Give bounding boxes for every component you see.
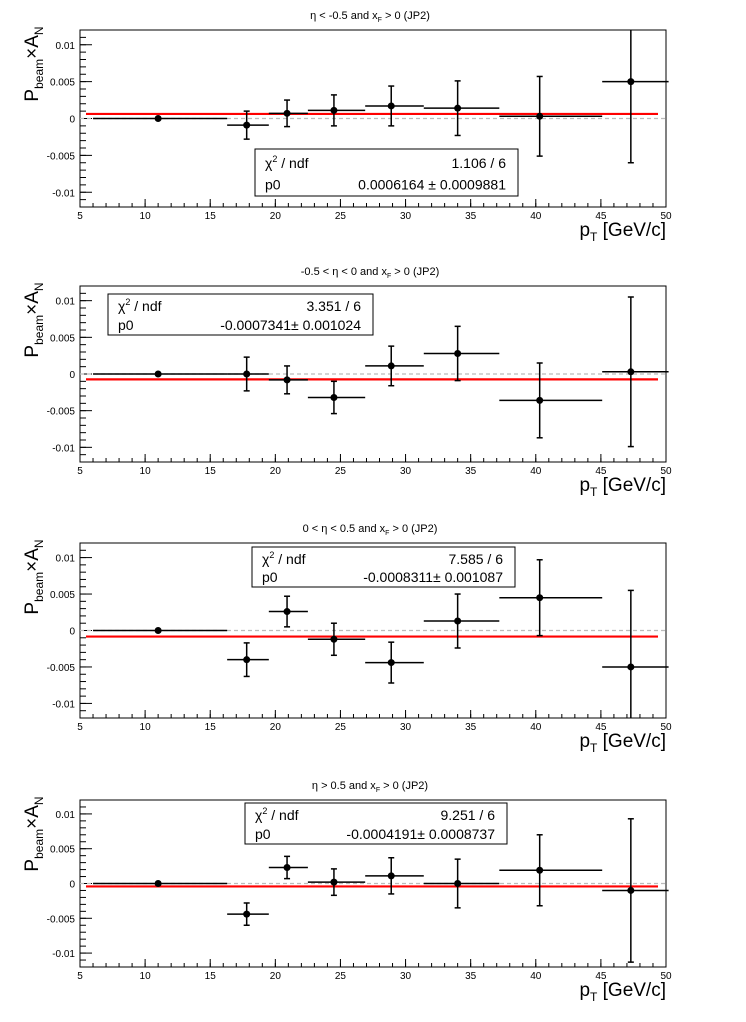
data-marker <box>284 608 291 615</box>
data-marker <box>330 107 337 114</box>
stats-chi2-value: 3.351 / 6 <box>306 298 361 315</box>
stats-p0-value: 0.0006164 ± 0.0009881 <box>358 176 506 193</box>
x-tick-label: 25 <box>334 211 347 222</box>
x-tick-label: 50 <box>660 211 672 222</box>
data-point <box>308 623 365 655</box>
x-tick-label: 20 <box>269 466 281 477</box>
y-tick-label: -0.01 <box>52 443 75 455</box>
x-label-unit: [GeV/c] <box>597 980 666 1001</box>
chart-title-subscript: F <box>386 273 392 280</box>
x-label-p: p <box>579 475 591 496</box>
y-axis-label <box>22 796 46 871</box>
data-point <box>424 859 500 908</box>
data-marker <box>284 864 291 871</box>
x-label-sub-t: T <box>590 485 598 499</box>
x-tick-label: 50 <box>660 971 672 982</box>
x-tick-label: 35 <box>465 971 477 982</box>
y-tick-label: 0 <box>69 879 75 891</box>
chart-title-rest: > 0 (JP2) <box>381 10 430 22</box>
chart-title-rest: > 0 (JP2) <box>380 780 429 792</box>
data-point <box>93 371 227 378</box>
stats-p0-label: p0 <box>265 176 281 193</box>
y-tick-label: -0.005 <box>46 406 75 418</box>
x-tick-label: 20 <box>269 722 281 733</box>
data-marker <box>155 115 162 122</box>
y-tick-label: 0.005 <box>49 77 75 89</box>
data-point <box>269 596 308 627</box>
y-axis-label <box>22 282 46 357</box>
y-tick-label: 0.01 <box>55 553 75 565</box>
y-tick-label: 0 <box>69 370 75 381</box>
x-tick-label: 20 <box>269 211 281 222</box>
data-point <box>499 76 602 156</box>
y-label-times-a: ×A <box>22 548 43 572</box>
x-tick-label: 45 <box>595 722 607 733</box>
stats-chi2-label <box>255 806 299 823</box>
chart-title <box>301 266 440 280</box>
x-tick-label: 15 <box>204 466 216 477</box>
data-marker <box>155 627 162 634</box>
x-axis-label <box>579 475 666 499</box>
chart-title-main: η < -0.5 and x <box>310 10 378 22</box>
y-tick-label: -0.01 <box>52 188 75 200</box>
y-tick-label: -0.01 <box>52 949 75 961</box>
chart-title-subscript: F <box>375 787 381 794</box>
x-axis-label <box>579 731 666 755</box>
chi2-superscript: 2 <box>269 549 275 560</box>
x-tick-label: 35 <box>465 722 477 733</box>
data-marker <box>330 636 337 643</box>
chi2-superscript: 2 <box>125 297 131 308</box>
chi2-superscript: 2 <box>272 154 278 165</box>
chi2-symbol: χ <box>255 807 263 824</box>
x-tick-label: 5 <box>77 722 83 733</box>
x-tick-label: 5 <box>77 466 83 477</box>
chart-panel-3 <box>22 523 672 755</box>
data-marker <box>627 78 634 85</box>
y-axis-label <box>22 539 46 614</box>
x-tick-label: 5 <box>77 211 83 222</box>
data-marker <box>388 659 395 666</box>
stats-p0-label: p0 <box>255 825 271 842</box>
x-label-unit: [GeV/c] <box>597 220 666 241</box>
y-tick-label: 0.005 <box>49 590 75 602</box>
data-point <box>602 590 668 718</box>
x-tick-label: 40 <box>530 211 542 222</box>
stats-p0-label: p0 <box>262 569 278 586</box>
chi2-symbol: χ <box>118 298 126 315</box>
x-tick-label: 25 <box>334 971 347 982</box>
x-tick-label: 45 <box>595 971 607 982</box>
data-point <box>308 381 365 413</box>
data-point <box>227 357 269 391</box>
x-tick-label: 50 <box>660 466 672 477</box>
data-point <box>93 115 227 122</box>
x-tick-label: 45 <box>595 466 607 477</box>
data-point <box>602 30 668 163</box>
data-marker <box>627 368 634 375</box>
x-tick-label: 25 <box>334 722 347 733</box>
x-tick-label: 10 <box>139 722 151 733</box>
ndf-label: / ndf <box>267 807 299 824</box>
x-tick-label: 35 <box>465 211 477 222</box>
y-label-times-a: ×A <box>22 35 43 59</box>
data-marker <box>284 376 291 383</box>
chart-title-main: η > 0.5 and x <box>311 780 376 792</box>
data-marker <box>243 371 250 378</box>
stats-chi2-value: 1.106 / 6 <box>451 155 506 172</box>
data-marker <box>155 371 162 378</box>
data-point <box>365 858 424 894</box>
chart-panel-4 <box>22 780 672 1004</box>
x-tick-label: 10 <box>139 971 151 982</box>
stats-chi2-label <box>262 550 306 567</box>
stats-p0-value: -0.0004191± 0.0008737 <box>346 825 495 842</box>
y-label-sub-n: N <box>32 282 46 292</box>
stats-p0-value: -0.0008311± 0.001087 <box>363 569 503 586</box>
y-tick-label: 0 <box>69 114 75 126</box>
data-marker <box>155 880 162 887</box>
data-marker <box>536 113 543 120</box>
data-point <box>602 819 668 962</box>
y-label-sub-n: N <box>32 26 46 36</box>
x-label-p: p <box>579 220 591 241</box>
data-point <box>269 366 308 394</box>
y-tick-label: 0.01 <box>55 40 75 52</box>
data-marker <box>536 594 543 601</box>
y-label-sub-n: N <box>32 539 46 549</box>
data-point <box>424 81 500 136</box>
x-tick-label: 45 <box>595 211 607 222</box>
data-point <box>308 95 365 126</box>
data-marker <box>243 911 250 918</box>
data-marker <box>454 618 461 625</box>
chi2-symbol: χ <box>262 550 270 567</box>
chart-title-main: -0.5 < η < 0 and x <box>300 266 387 278</box>
data-marker <box>284 110 291 117</box>
data-marker <box>243 656 250 663</box>
data-marker <box>454 350 461 357</box>
data-point <box>269 100 308 127</box>
data-point <box>227 903 269 925</box>
x-tick-label: 35 <box>465 466 477 477</box>
x-label-sub-t: T <box>590 230 598 244</box>
stats-p0-label: p0 <box>118 316 134 333</box>
x-tick-label: 15 <box>204 211 216 222</box>
y-label-times-a: ×A <box>22 291 43 315</box>
y-tick-label: -0.005 <box>46 151 75 163</box>
y-tick-label: -0.01 <box>52 699 75 711</box>
data-point <box>499 835 602 906</box>
data-point <box>269 856 308 878</box>
y-label-p: P <box>22 344 43 358</box>
chi2-superscript: 2 <box>262 806 268 817</box>
data-point <box>602 297 668 447</box>
x-tick-label: 40 <box>530 466 542 477</box>
x-label-unit: [GeV/c] <box>597 475 666 496</box>
x-tick-label: 30 <box>399 211 412 222</box>
y-tick-label: -0.005 <box>46 662 75 674</box>
x-tick-label: 40 <box>530 971 542 982</box>
x-label-sub-t: T <box>590 741 598 755</box>
stats-chi2-label <box>118 297 162 314</box>
y-tick-label: 0.005 <box>49 844 75 856</box>
data-marker <box>243 122 250 129</box>
x-tick-label: 50 <box>660 722 672 733</box>
y-label-times-a: ×A <box>22 805 43 829</box>
data-point <box>308 869 365 895</box>
data-marker <box>454 880 461 887</box>
data-point <box>227 643 269 677</box>
x-tick-label: 10 <box>139 466 151 477</box>
data-point <box>424 326 500 380</box>
y-tick-label: 0.01 <box>55 296 75 308</box>
y-label-p: P <box>22 601 43 615</box>
data-marker <box>454 105 461 112</box>
data-marker <box>330 394 337 401</box>
x-tick-label: 15 <box>204 722 216 733</box>
x-tick-label: 20 <box>269 971 281 982</box>
y-label-p: P <box>22 88 43 102</box>
chart-title-main: 0 < η < 0.5 and x <box>302 523 386 535</box>
chart-title <box>312 780 428 794</box>
y-label-sub-beam: beam <box>32 58 46 89</box>
x-label-p: p <box>579 731 591 752</box>
chart-panel-1 <box>22 10 672 244</box>
x-tick-label: 30 <box>399 722 412 733</box>
chart-title-subscript: F <box>377 17 382 24</box>
data-point <box>365 86 424 126</box>
y-label-sub-n: N <box>32 796 46 806</box>
data-point <box>424 594 500 648</box>
x-label-sub-t: T <box>590 990 598 1004</box>
x-tick-label: 10 <box>139 211 151 222</box>
chart-title-rest: > 0 (JP2) <box>391 266 440 278</box>
x-label-p: p <box>579 980 591 1001</box>
data-marker <box>627 663 634 670</box>
y-label-p: P <box>22 858 43 872</box>
x-axis-label <box>579 980 666 1004</box>
data-point <box>227 111 269 139</box>
y-label-sub-beam: beam <box>32 828 46 859</box>
x-tick-label: 5 <box>77 971 83 982</box>
y-label-sub-beam: beam <box>32 314 46 345</box>
chi2-symbol: χ <box>265 155 273 172</box>
ndf-label: / ndf <box>130 298 162 315</box>
data-marker <box>536 397 543 404</box>
data-marker <box>536 867 543 874</box>
data-point <box>93 627 227 634</box>
stats-chi2-value: 7.585 / 6 <box>448 550 503 567</box>
data-marker <box>388 872 395 879</box>
data-marker <box>330 879 337 886</box>
x-tick-label: 30 <box>399 971 412 982</box>
stats-p0-value: -0.0007341± 0.001024 <box>220 316 361 333</box>
stats-chi2-value: 9.251 / 6 <box>440 807 495 824</box>
chart-title <box>310 10 430 24</box>
data-marker <box>388 102 395 109</box>
y-label-sub-beam: beam <box>32 571 46 602</box>
x-tick-label: 25 <box>334 466 347 477</box>
y-axis-label <box>22 26 46 101</box>
x-tick-label: 30 <box>399 466 412 477</box>
data-point <box>365 642 424 683</box>
y-tick-label: 0.005 <box>49 333 75 345</box>
y-tick-label: -0.005 <box>46 914 75 926</box>
x-tick-label: 15 <box>204 971 216 982</box>
y-tick-label: 0.01 <box>55 809 75 821</box>
chart-title-rest: > 0 (JP2) <box>389 523 438 535</box>
chart-panel-2 <box>22 266 672 499</box>
x-tick-label: 40 <box>530 722 542 733</box>
chart-title <box>303 523 438 537</box>
ndf-label: / ndf <box>277 155 309 172</box>
stats-chi2-label <box>265 154 309 171</box>
x-label-unit: [GeV/c] <box>597 731 666 752</box>
chart-title-subscript: F <box>385 530 390 537</box>
ndf-label: / ndf <box>274 550 306 567</box>
data-marker <box>627 887 634 894</box>
data-marker <box>388 362 395 369</box>
x-axis-label <box>579 220 666 244</box>
y-tick-label: 0 <box>69 626 75 638</box>
